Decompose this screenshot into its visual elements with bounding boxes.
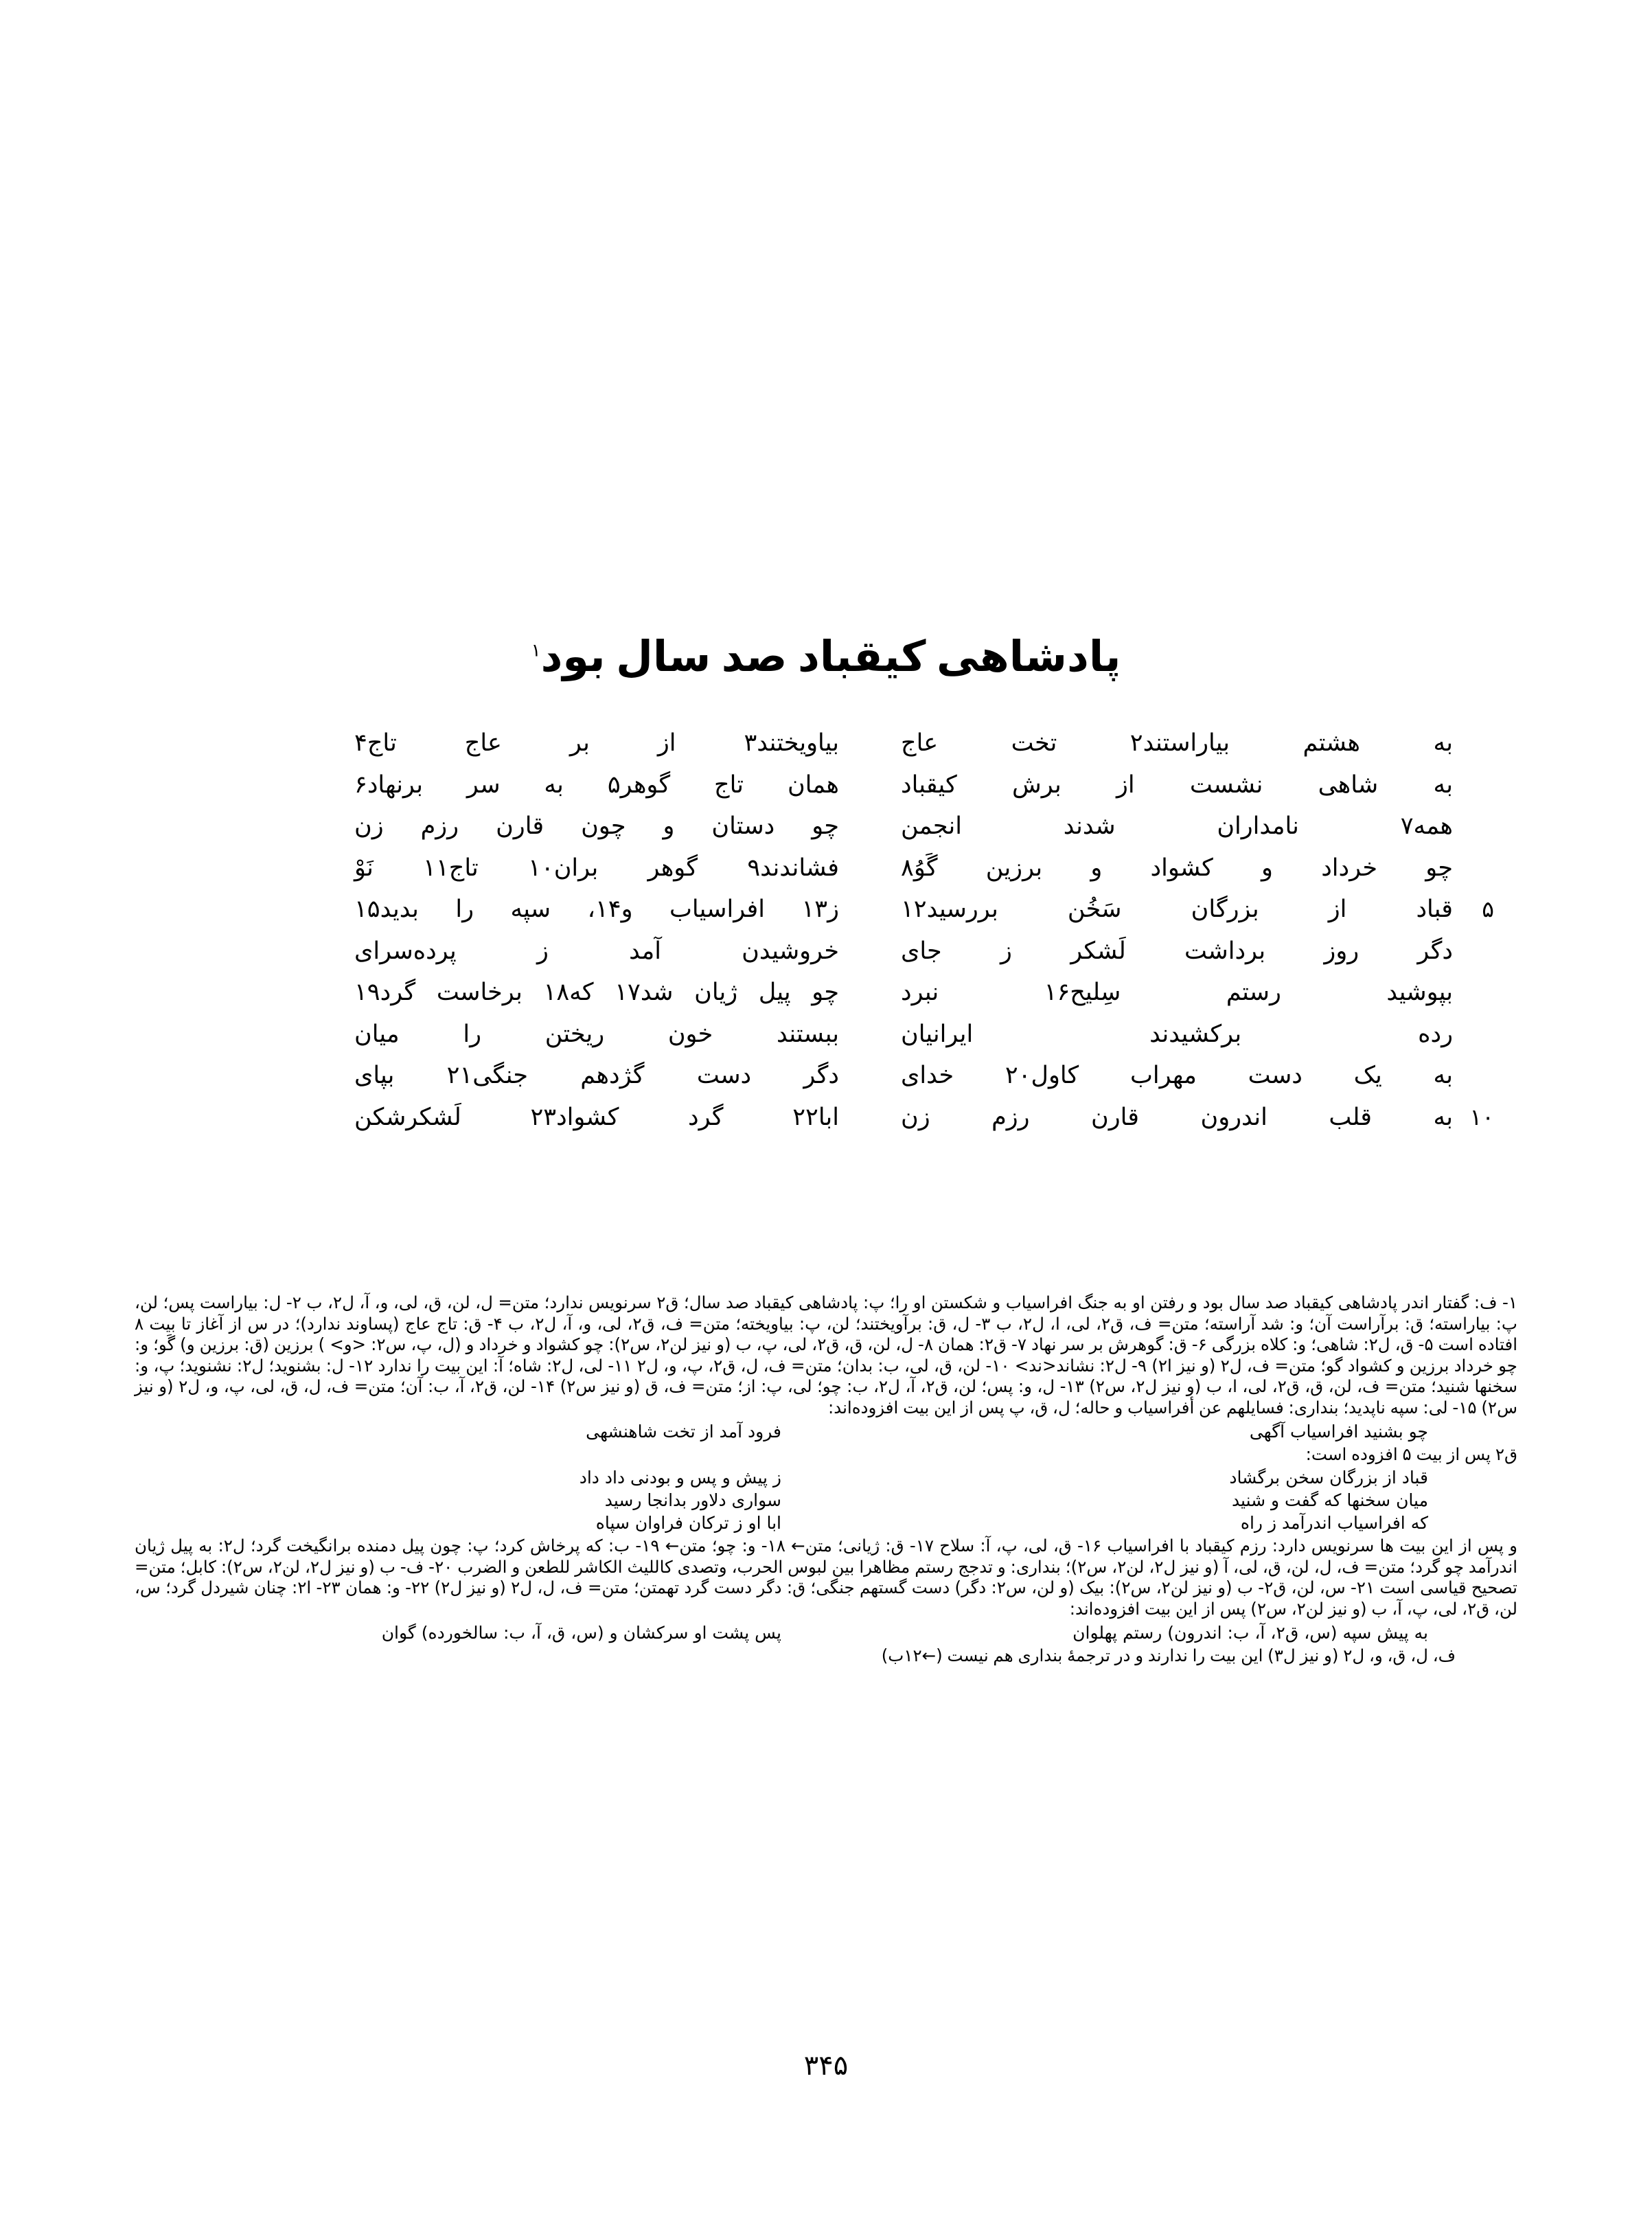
apparatus-verse-hemistich-right: به پیش سپه (س، ق۲، آ، ب: اندرون) رستم پهلوان bbox=[1072, 1622, 1428, 1643]
verse-hemistich-left: دگر دست گژدهم جنگی۲۱ بپای bbox=[354, 1062, 839, 1089]
verse-area bbox=[158, 729, 1494, 1145]
verse-row bbox=[158, 854, 1494, 896]
page-number: ۳۴۵ bbox=[803, 2050, 849, 2082]
page-title bbox=[531, 630, 1121, 681]
apparatus-verse-hemistich-left: پس پشت او سرکشان و (س، ق، آ، ب: سالخورده) گوان bbox=[381, 1622, 781, 1643]
apparatus-quoted-verse bbox=[135, 1512, 1517, 1534]
verse-hemistich-left: خروشیدن آمد ز پرده‌سرای bbox=[354, 937, 839, 965]
verse-hemistich-left: ابا۲۲ گرد کشواد۲۳ لَشکرشکن bbox=[354, 1103, 839, 1131]
verse-row bbox=[158, 729, 1494, 771]
verse-number: ۱۰ bbox=[1469, 1103, 1494, 1130]
verse-hemistich-right: چو خرداد و کشواد و برزین گَوُ۸ bbox=[901, 854, 1453, 882]
apparatus-quoted-verse bbox=[135, 1420, 1517, 1443]
verse-number: ۵ bbox=[1482, 896, 1494, 922]
apparatus-verse-hemistich-left: ز پیش و پس و بودنی داد داد bbox=[579, 1468, 781, 1488]
verse-hemistich-right: به قلب اندرون قارن رزم زن bbox=[901, 1103, 1453, 1131]
verse-hemistich-right: به هشتم بیاراستند۲ تخت عاج bbox=[901, 729, 1453, 757]
apparatus-quoted-couplet-group bbox=[135, 1466, 1517, 1534]
apparatus-paragraph: ق۲ پس از بیت ۵ افزوده است: bbox=[1305, 1444, 1517, 1464]
verse-row bbox=[158, 812, 1494, 854]
verse-hemistich-right: همه۷ نامداران شدند انجمن bbox=[901, 812, 1453, 840]
apparatus-verse-hemistich-right: میان سخنها که گفت و شنید bbox=[1231, 1490, 1428, 1511]
critical-apparatus bbox=[135, 1292, 1517, 1666]
apparatus-verse-hemistich-left: فرود آمد از تخت شاهنشهی bbox=[586, 1421, 781, 1442]
apparatus-quoted-verse bbox=[135, 1466, 1517, 1489]
verse-row bbox=[158, 979, 1494, 1021]
verse-row bbox=[158, 771, 1494, 813]
verse-row bbox=[158, 896, 1494, 937]
apparatus-verse-hemistich-right: که افراسیاب اندرآمد ز راه bbox=[1240, 1513, 1428, 1534]
apparatus-paragraph: ۱- ف: گفتار اندر پادشاهی کیقباد صد سال بود و رفتن او به جنگ افراسیاب و شکستن او را؛ پ: پادشاهی کیقباد صد سال؛ ق۲ سرنویس ندارد؛ متن= ل، لن، ق، لی، و، آ، ل۲، ب ۲- ل: بیاراست پس؛ لن، پ: بیاراسته؛ ق: برآراست آن؛ و: شد آراسته؛ متن= ف، ق۲، لی، ا، ل۲، ب ۳- ل، ق: برآویختند؛ لن، پ: بیاویخته؛ متن= ف، ق۲، لی، و، آ، ل۲، ب ۴- ق: تاج عاج (پساوند ندارد)؛ در س از آغاز تا بیت ۸ افتاده است ۵- ق، ل۲: شاهی؛ و: کلاه بزرگی ۶- ق: گوهرش بر سر نهاد ۷- ق۲: همان ۸- ل، لن، ق، ق۲، لی، پ، ب (و نیز لن۲، س۲): چو کشواد و خرداد و (ل، پ، س۲: <و> ) برزین (ق: برزین و) گَو؛ و: چو خرداد برزین و کشواد گو؛ متن= ف، ل۲ (و نیز ا۲) ۹- ل۲: نشاند<ند> ۱۰- لن، ق، لی، ب: بدان؛ متن= ف، ل، ق۲، پ، و، ل۲ ۱۱- لی، ل۲: شاه؛ آ: این بیت را ندارد ۱۲- ل: بشنوید؛ ل۲: نشنوید؛ پ، و: سخنها شنید؛ متن= ف، لن، ق، ق۲، لی، ا، ب (و نیز ل۲، س۲) ۱۳- ل، و: پس؛ لن، ق۲، آ، ل۲، ب: چو؛ لی، پ: از؛ متن= ف، ق (و نیز س۲) ۱۴- لن، ق۲، آ، ب: آن؛ متن= ف، ل، ق، لی، پ، و، ل۲ (و نیز س۲) ۱۵- لی: سپه ناپدید؛ بنداری: فسایلهم عن أفراسیاب و حاله؛ ل، ق، پ پس از این بیت افزوده‌اند: bbox=[135, 1292, 1518, 1417]
verse-hemistich-left: همان تاج گوهر۵ به سر برنهاد۶ bbox=[354, 771, 839, 799]
apparatus-verse-hemistich-left: سواری دلاور بدانجا رسید bbox=[604, 1490, 781, 1511]
verse-row bbox=[158, 1104, 1494, 1146]
apparatus-paragraph: و پس از این بیت ها سرنویس دارد: رزم کیقباد با افراسیاب ۱۶- ق، لی، پ، آ: سلاح ۱۷- ق: ژیانی؛ متن← ۱۸- و: چو؛ متن← ۱۹- ب: که پرخاش کرد؛ پ: چون پیل دمنده برانگیخت گرد؛ ل۲: به پیل ژیان اندرآمد چو گرد؛ متن= ف، ل، لن، ق، لی، آ (و نیز ل۲، لن۲، س۲)؛ بنداری: و تدجج رستم مظاهرا بین لبوس الحرب، وتصدی کاللیث الکاشر للطعن و الضرب ۲۰- ف- ب (و نیز ل۲، لن۲، س۲): کابل؛ متن= تصحیح قیاسی است ۲۱- س، لن، ق۲- ب (و نیز لن۲، س۲): بیک (و لن، س۲: دگر) دست گستهم جنگی؛ ق: دگر دست گرد تهمتن؛ متن= ف، ل، ل۲ (و نیز ل۲) ۲۲- و: همان ۲۳- ا۲: چنان شیردل گرد؛ س، لن، ق۲، لی، پ، آ، ب (و نیز لن۲، س۲) پس از این بیت افزوده‌اند: bbox=[135, 1536, 1518, 1619]
apparatus-quoted-couplet-group bbox=[135, 1420, 1517, 1443]
verse-hemistich-right: به یک دست مهراب کاول۲۰ خدای bbox=[901, 1062, 1453, 1089]
verse-hemistich-right: رده برکشیدند ایرانیان bbox=[901, 1020, 1453, 1048]
verse-row bbox=[158, 1062, 1494, 1104]
apparatus-paragraph: ف، ل، ق، و، ل۲ (و نیز ل۳) این بیت را ندارند و در ترجمهٔ بنداری هم نیست (←۱۲ب) bbox=[881, 1645, 1456, 1665]
verse-hemistich-left: ببستند خون ریختن را میان bbox=[354, 1020, 839, 1048]
apparatus-quoted-verse bbox=[135, 1621, 1517, 1644]
verse-hemistich-right: بپوشید رستم سِلیح۱۶ نبرد bbox=[901, 979, 1454, 1006]
apparatus-quoted-verse bbox=[135, 1489, 1517, 1512]
page-title-footnote-marker: ۱ bbox=[531, 639, 541, 661]
verse-hemistich-right: دگر روز برداشت لَشکر ز جای bbox=[901, 937, 1453, 965]
verse-hemistich-left: چو پیل ژیان شد۱۷ که۱۸ برخاست گرد۱۹ bbox=[354, 979, 839, 1006]
verse-hemistich-left: بیاویختند۳ از بر عاج تاج۴ bbox=[354, 729, 839, 757]
apparatus-quoted-couplet-group bbox=[135, 1621, 1517, 1644]
verse-hemistich-left: چو دستان و چون قارن رزم زن bbox=[354, 812, 839, 840]
verse-hemistich-right: به شاهی نشست از برش کیقباد bbox=[901, 771, 1453, 799]
page-title-block bbox=[0, 604, 1652, 708]
verse-row bbox=[158, 1021, 1494, 1062]
verse-hemistich-left: ز۱۳ افراسیاب و۱۴، سپه را بدید۱۵ bbox=[354, 896, 839, 923]
verse-hemistich-left: فشاندند۹ گوهر بران۱۰ تاج۱۱ نَوْ bbox=[354, 854, 840, 882]
apparatus-verse-hemistich-left: ابا او ز ترکان فراوان سپاه bbox=[595, 1513, 781, 1534]
verse-hemistich-right: قباد از بزرگان سَخُن بررسید۱۲ bbox=[901, 896, 1453, 923]
page-title-text: پادشاهی کیقباد صد سال بود bbox=[540, 630, 1121, 681]
verse-row bbox=[158, 937, 1494, 979]
apparatus-verse-hemistich-right: قباد از بزرگان سخن برگشاد bbox=[1229, 1468, 1428, 1488]
apparatus-verse-hemistich-right: چو بشنید افراسیاب آگهی bbox=[1249, 1421, 1428, 1442]
